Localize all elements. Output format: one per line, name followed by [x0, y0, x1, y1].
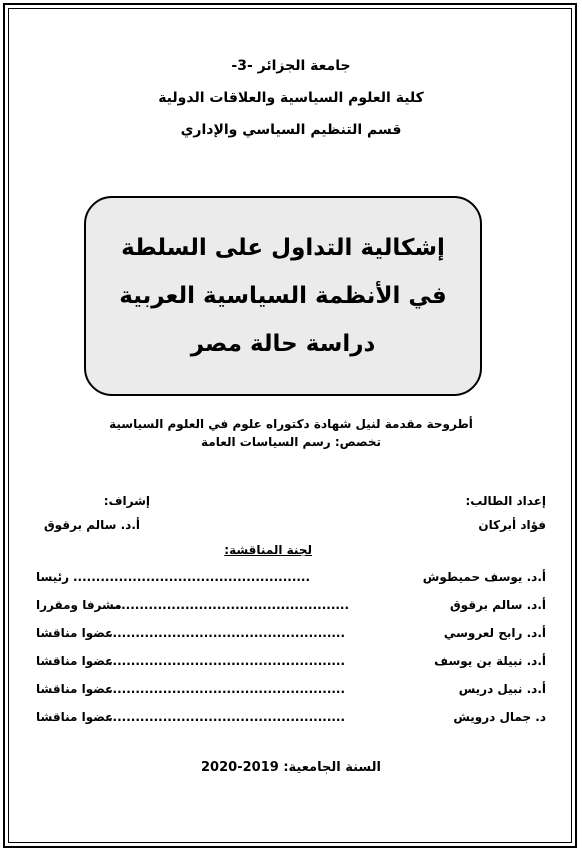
committee-title: لجنة المناقشة:	[224, 543, 312, 557]
member-role: عضوا مناقشا	[36, 626, 114, 640]
committee-member	[36, 570, 546, 588]
committee-member	[36, 626, 546, 644]
faculty-name: كلية العلوم السياسية والعلاقات الدولية	[158, 90, 424, 106]
member-role: عضوا مناقشا	[36, 654, 114, 668]
university-name: جامعة الجزائر -3-	[231, 58, 351, 74]
leader-dots: ....................................................	[108, 682, 346, 696]
supervision-label: إشراف:	[103, 494, 150, 508]
leader-dots: ....................................................	[108, 654, 346, 668]
member-name: أ.د. نبيلة بن يوسف	[434, 654, 546, 668]
member-name: د. جمال درويش	[453, 710, 546, 724]
committee-member	[36, 654, 546, 672]
thesis-title-line-2: في الأنظمة السياسية العربية	[119, 283, 447, 309]
department-name: قسم التنظيم السياسي والإداري	[180, 122, 402, 138]
member-role: عضوا مناقشا	[36, 682, 114, 696]
member-role: مشرفا ومقررا	[36, 598, 122, 612]
committee-member	[36, 710, 546, 728]
member-name: أ.د. سالم برقوق	[449, 598, 546, 612]
prepared-by-label: إعداد الطالب:	[465, 494, 546, 508]
leader-dots: ....................................................	[73, 570, 311, 584]
member-name: أ.د. رابح لعروسي	[443, 626, 546, 640]
member-role: عضوا مناقشا	[36, 710, 114, 724]
thesis-specialization: تخصص: رسم السياسات العامة	[200, 435, 381, 449]
supervisor-name: أ.د. سالم برقوق	[43, 518, 140, 532]
committee-member	[36, 682, 546, 700]
member-role: رئيسا	[36, 570, 70, 584]
leader-dots: ....................................................	[108, 626, 346, 640]
member-name: أ.د. يوسف حميطوش	[422, 570, 546, 584]
leader-dots: ....................................................	[108, 710, 346, 724]
committee-member	[36, 598, 546, 616]
thesis-title-box	[84, 196, 482, 396]
member-name: أ.د. نبيل دريس	[458, 682, 546, 696]
leader-dots: ....................................................	[112, 598, 350, 612]
thesis-purpose: أطروحة مقدمة لنيل شهادة دكتوراه علوم في العلوم السياسية	[109, 417, 473, 431]
academic-year: السنة الجامعية: 2019-2020	[201, 760, 381, 775]
thesis-title-line-3: دراسة حالة مصر	[190, 331, 376, 357]
student-name: فؤاد أبركان	[478, 518, 546, 532]
thesis-title-line-1: إشكالية التداول على السلطة	[121, 235, 445, 261]
